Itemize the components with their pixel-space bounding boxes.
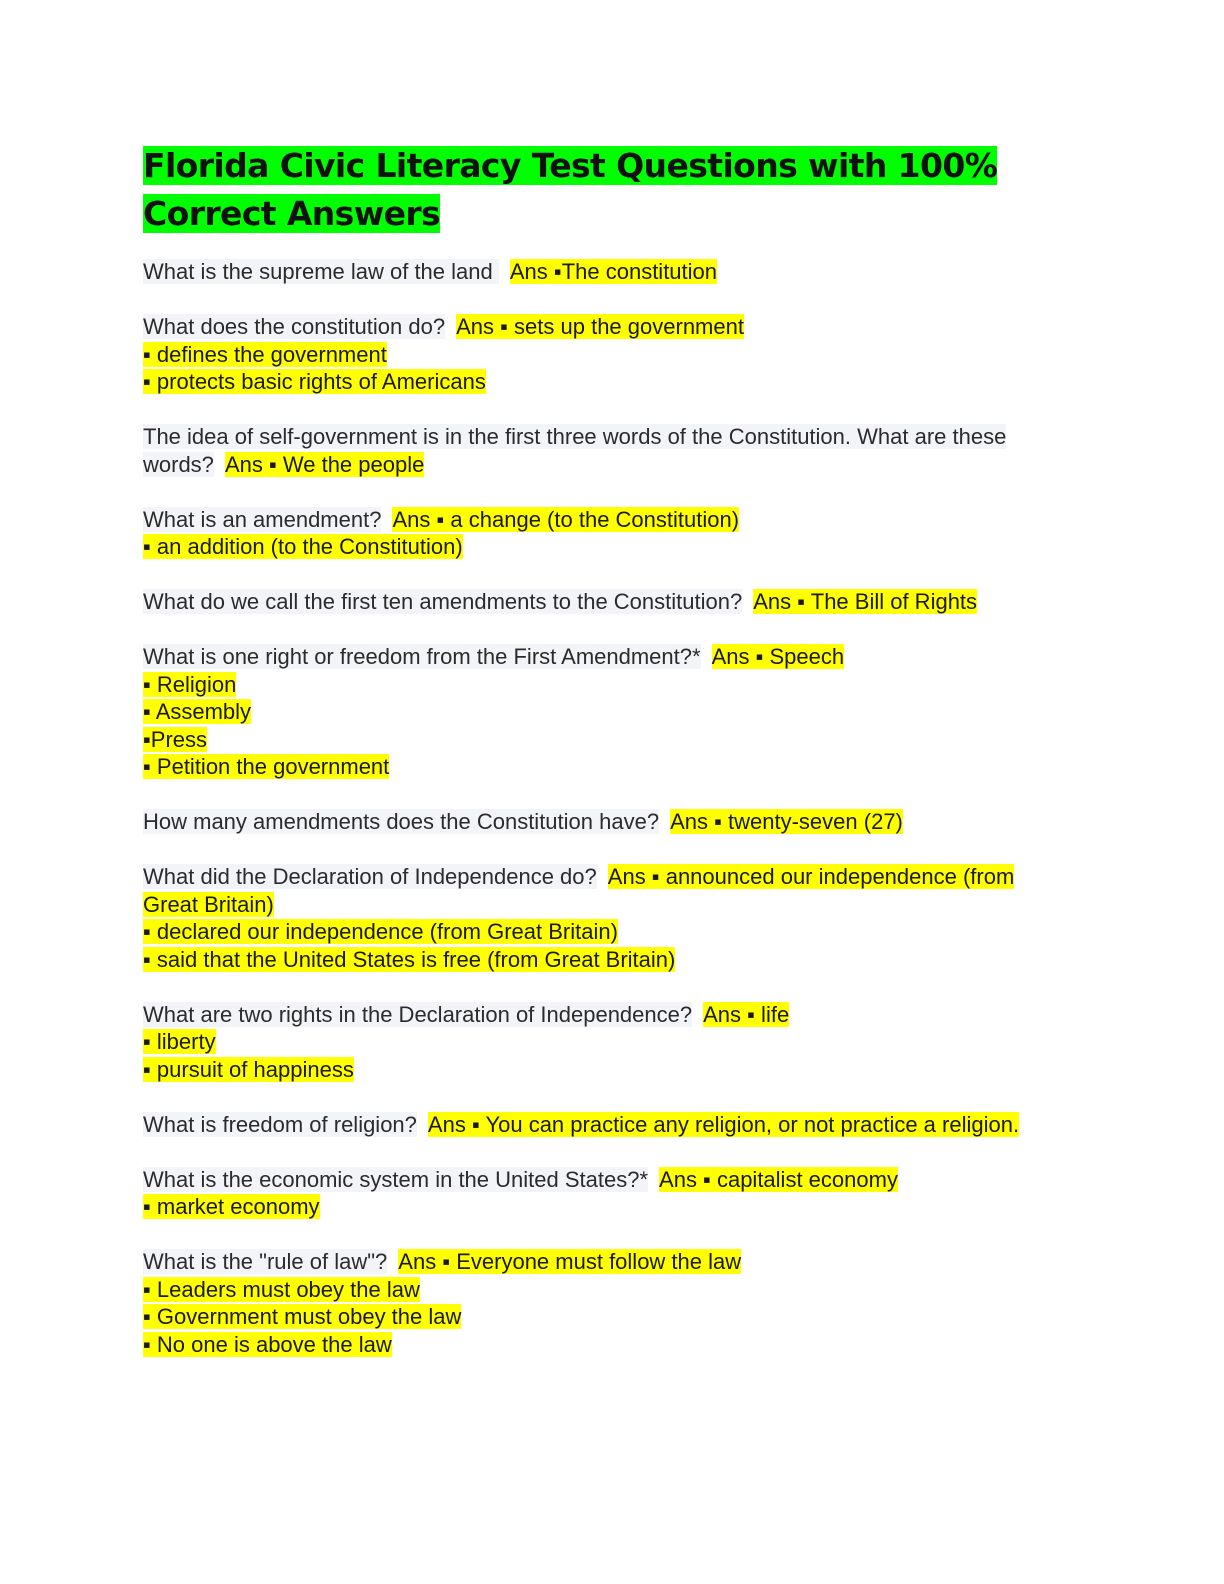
answer-extra-text: ▪ defines the government [143, 341, 387, 367]
qa-question-line [143, 1248, 1063, 1276]
question-answer-gap [445, 314, 456, 339]
answer-text: Ans ▪ The Bill of Rights [753, 589, 978, 614]
question-text: How many amendments does the Constitution have? [143, 809, 660, 834]
document-page [143, 142, 1063, 1386]
qa-item [143, 1111, 1063, 1139]
answer-text: Ans ▪ a change (to the Constitution) [392, 506, 740, 532]
answer-extra-text: ▪ Petition the government [143, 754, 390, 779]
answer-extra-line [143, 1303, 1063, 1331]
question-answer-gap [417, 1112, 428, 1137]
answer-text: Ans ▪ sets up the government [456, 314, 744, 339]
question-text: What did the Declaration of Independence do? [143, 864, 597, 889]
qa-item [143, 808, 1063, 836]
answer-extra-text: ▪ said that the United States is free (from Great Britain) [143, 946, 676, 972]
answer-text: Ans ▪ twenty-seven (27) [670, 809, 903, 834]
answer-extra-text: ▪Press [143, 726, 208, 752]
question-text: What is the economic system in the United States?* [143, 1166, 649, 1192]
question-text: What do we call the first ten amendments to the Constitution? [143, 589, 743, 614]
answer-extra-line [143, 341, 1063, 369]
answer-extra-line [143, 753, 1063, 781]
question-answer-gap [499, 259, 510, 284]
qa-item [143, 1001, 1063, 1084]
qa-question-line [143, 1111, 1063, 1139]
qa-item [143, 588, 1063, 616]
qa-list [143, 258, 1063, 1358]
question-answer-gap [659, 809, 670, 834]
qa-item [143, 1248, 1063, 1358]
qa-item [143, 313, 1063, 396]
answer-extra-text: ▪ Assembly [143, 699, 252, 724]
answer-extra-text: ▪ declared our independence (from Great Britain) [143, 919, 618, 944]
answer-extra-line [143, 1193, 1063, 1221]
question-text: The idea of self-government is in the first three words of the Constitution. What are these words? [143, 424, 1007, 477]
answer-extra-text: ▪ No one is above the law [143, 1331, 392, 1357]
answer-extra-line [143, 918, 1063, 946]
qa-item [143, 423, 1063, 478]
answer-text: Ans ▪ We the people [224, 451, 425, 477]
qa-question-line [143, 863, 1063, 918]
answer-extra-text: ▪ an addition (to the Constitution) [143, 534, 463, 559]
qa-question-line [143, 643, 1063, 671]
qa-item [143, 506, 1063, 561]
answer-extra-line [143, 533, 1063, 561]
answer-text: Ans ▪ Everyone must follow the law [398, 1249, 742, 1274]
answer-text: Ans ▪ capitalist economy [659, 1166, 898, 1192]
answer-text: Ans ▪ Speech [711, 644, 845, 669]
answer-extra-text: ▪ pursuit of happiness [143, 1056, 354, 1082]
question-answer-gap [214, 452, 225, 477]
answer-extra-text: ▪ Religion [143, 671, 237, 697]
question-text: What is the "rule of law"? [143, 1249, 388, 1274]
qa-item [143, 258, 1063, 286]
qa-item [143, 1166, 1063, 1221]
qa-question-line [143, 313, 1063, 341]
question-text: What is freedom of religion? [143, 1111, 417, 1137]
document-title [143, 142, 1063, 238]
answer-extra-text: ▪ market economy [143, 1194, 320, 1219]
answer-text: Ans ▪ You can practice any religion, or not practice a religion. [427, 1111, 1020, 1137]
qa-question-line [143, 1001, 1063, 1029]
question-text: What is the supreme law of the land [143, 259, 499, 284]
question-text: What is an amendment? [143, 506, 382, 532]
qa-question-line [143, 506, 1063, 534]
question-text: What is one right or freedom from the First Amendment?* [143, 644, 701, 669]
answer-extra-line [143, 1276, 1063, 1304]
qa-question-line [143, 258, 1063, 286]
question-answer-gap [742, 589, 753, 614]
question-answer-gap [692, 1002, 703, 1027]
question-answer-gap [387, 1249, 398, 1274]
answer-extra-line [143, 946, 1063, 974]
qa-question-line [143, 588, 1063, 616]
answer-extra-line [143, 726, 1063, 754]
answer-extra-line [143, 1056, 1063, 1084]
title-highlight: Florida Civic Literacy Test Questions with 100% Correct Answers [143, 146, 998, 233]
answer-extra-text: ▪ Government must obey the law [143, 1304, 462, 1329]
question-answer-gap [597, 864, 608, 889]
qa-question-line [143, 423, 1063, 478]
answer-extra-line [143, 671, 1063, 699]
question-answer-gap [648, 1167, 659, 1192]
answer-extra-text: ▪ liberty [143, 1029, 216, 1054]
answer-text: Ans ▪The constitution [509, 259, 718, 284]
answer-text: Ans ▪ life [703, 1001, 790, 1027]
qa-item [143, 643, 1063, 781]
answer-extra-line [143, 1028, 1063, 1056]
question-answer-gap [701, 644, 712, 669]
answer-extra-text: ▪ protects basic rights of Americans [143, 369, 486, 394]
qa-item [143, 863, 1063, 973]
question-answer-gap [381, 507, 392, 532]
answer-extra-text: ▪ Leaders must obey the law [143, 1276, 420, 1302]
answer-extra-line [143, 368, 1063, 396]
answer-extra-line [143, 1331, 1063, 1359]
question-text: What are two rights in the Declaration of Independence? [143, 1001, 693, 1027]
answer-extra-line [143, 698, 1063, 726]
qa-question-line [143, 808, 1063, 836]
qa-question-line [143, 1166, 1063, 1194]
question-text: What does the constitution do? [143, 314, 446, 339]
answer-text: Ans ▪ announced our independence (from Great Britain) [143, 864, 1015, 917]
